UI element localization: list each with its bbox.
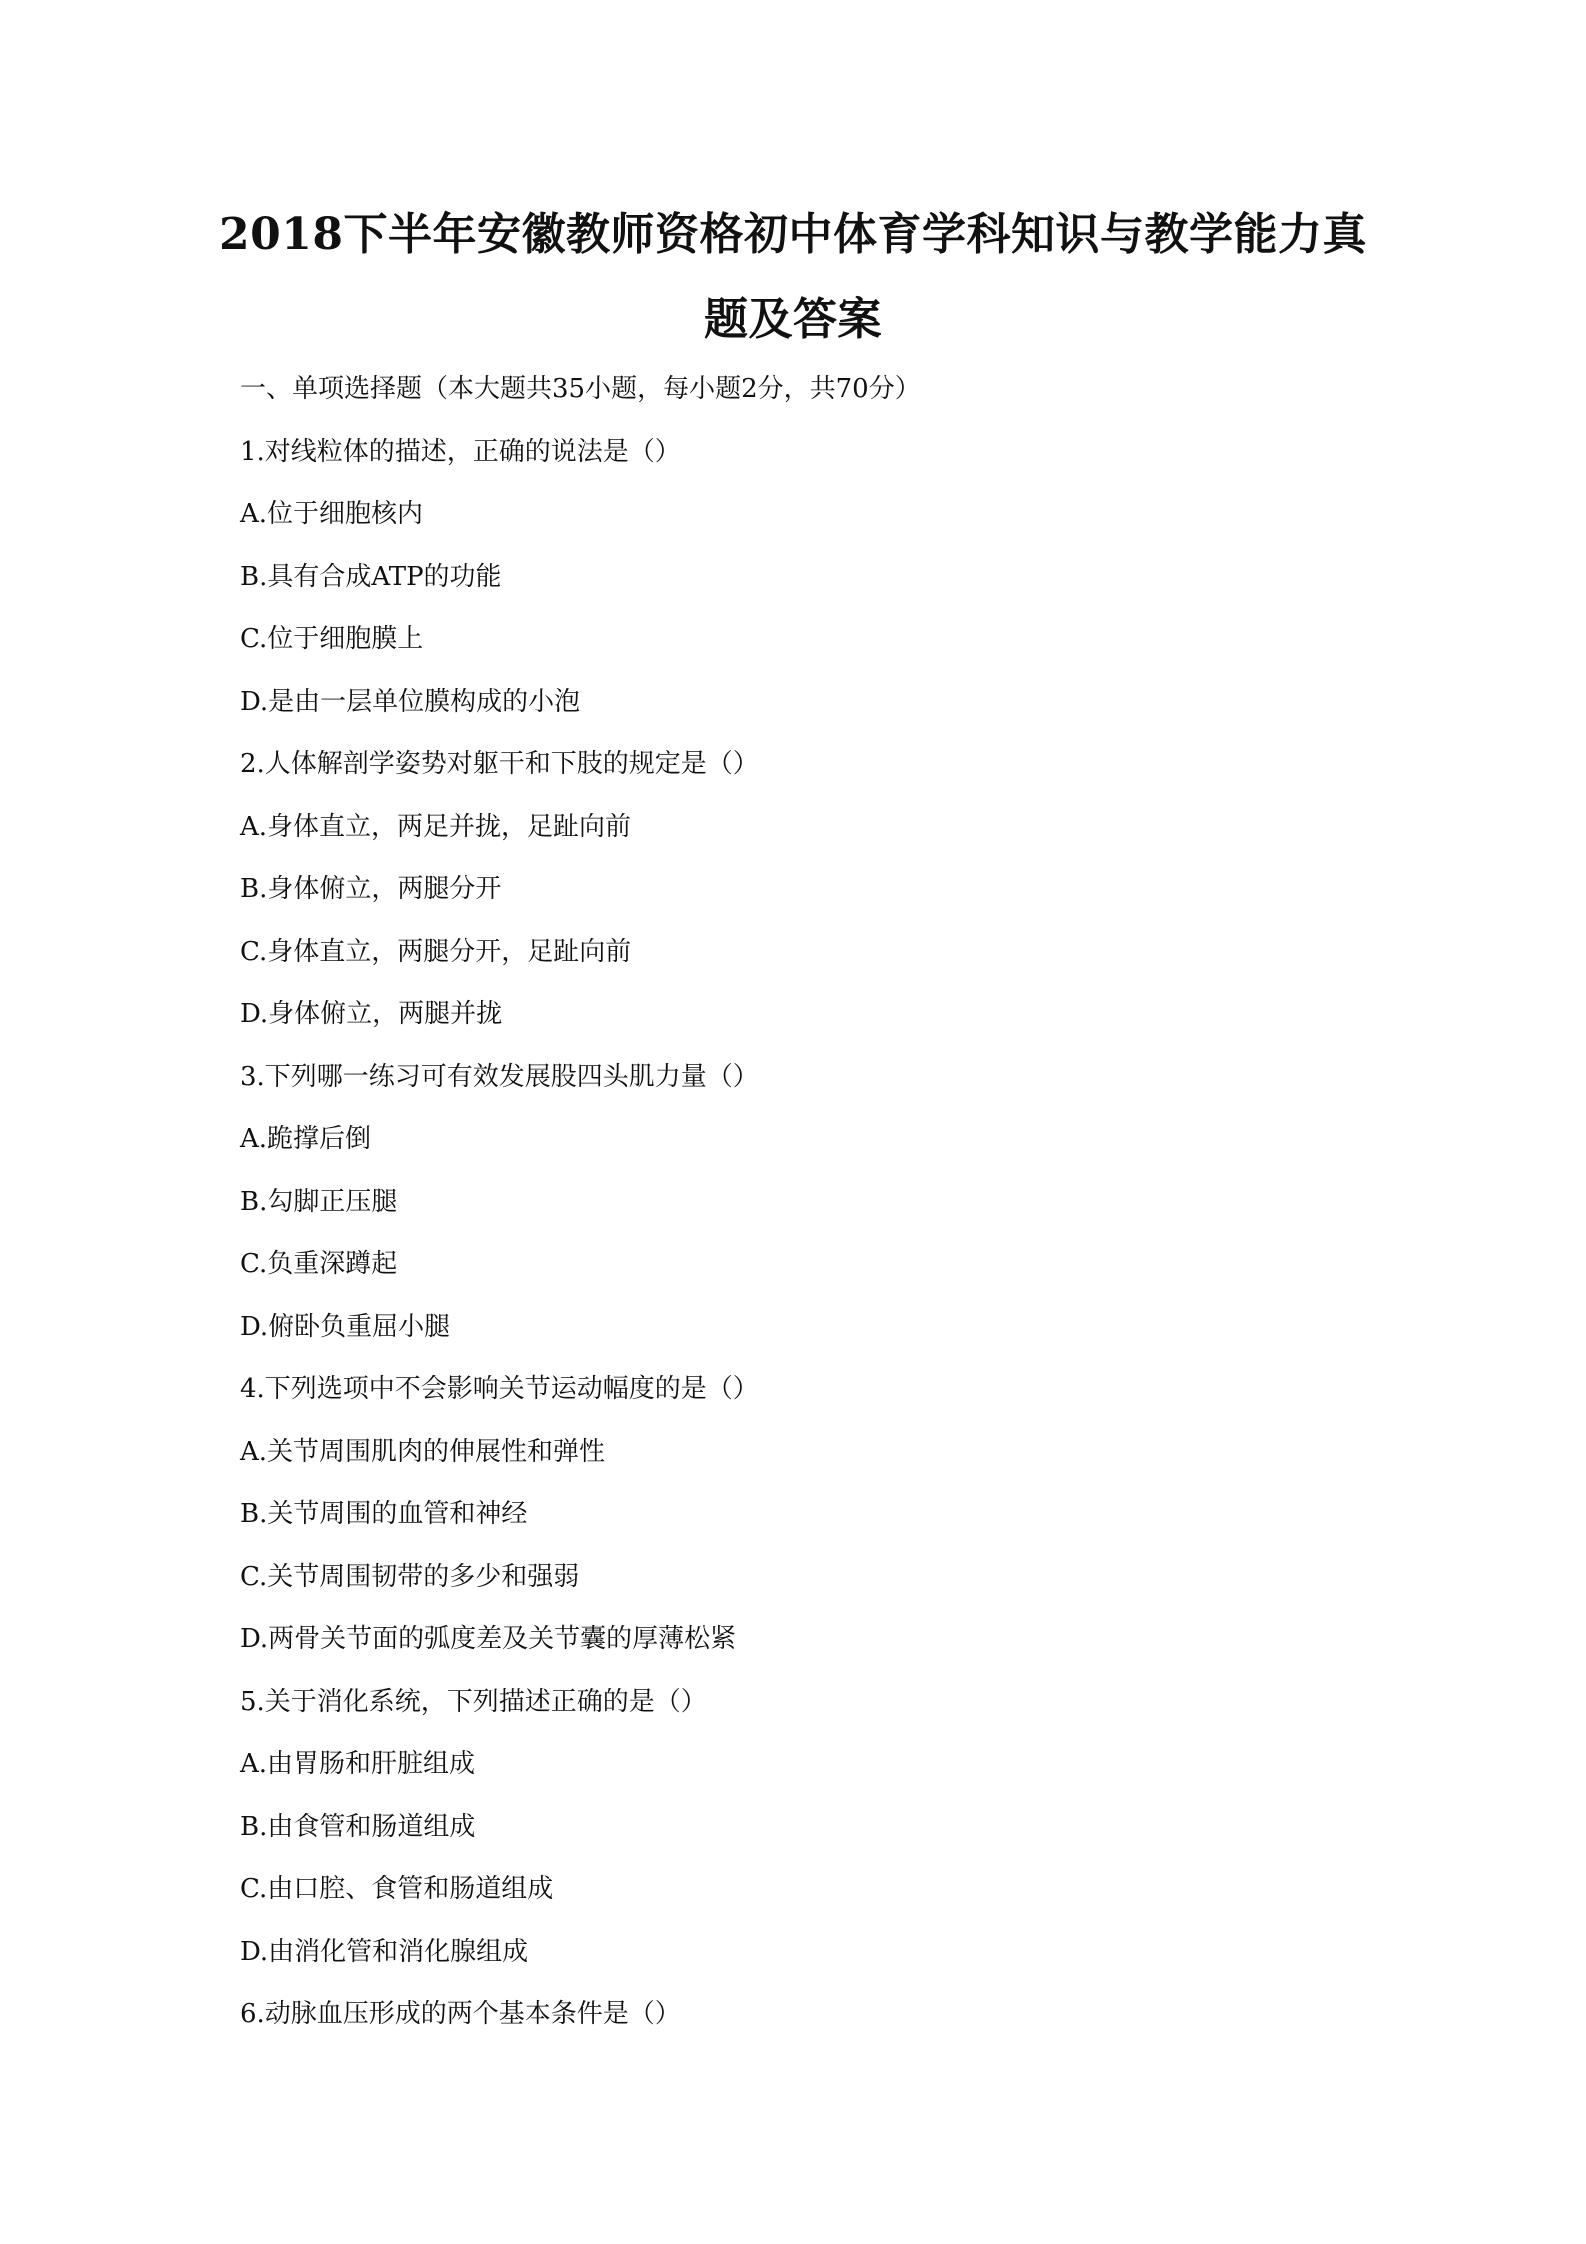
option-c: C.位于细胞膜上 xyxy=(240,624,424,654)
option-c: C.关节周围韧带的多少和强弱 xyxy=(240,1561,580,1592)
option-c: C.负重深蹲起 xyxy=(240,1249,398,1279)
option-a: A.身体直立，两足并拢，足趾向前 xyxy=(240,811,632,842)
option-d: D.两骨关节面的弧度差及关节囊的厚薄松紧 xyxy=(240,1624,737,1654)
option-a: A.位于细胞核内 xyxy=(240,499,424,529)
option-c: C.由口腔、食管和肠道组成 xyxy=(240,1874,554,1904)
option-b: B.具有合成ATP的功能 xyxy=(240,561,502,592)
option-b: B.身体俯立，两腿分开 xyxy=(240,874,502,904)
question-stem: 5.关于消化系统，下列描述正确的是（） xyxy=(240,1686,707,1717)
option-d: D.是由一层单位膜构成的小泡 xyxy=(240,686,581,717)
question-stem: 3.下列哪一练习可有效发展股四头肌力量（） xyxy=(240,1061,759,1092)
option-d: D.俯卧负重屈小腿 xyxy=(240,1311,451,1342)
document-title-line-2: 题及答案 xyxy=(704,294,882,345)
option-a: A.关节周围肌肉的伸展性和弹性 xyxy=(240,1436,606,1467)
option-b: B.由食管和肠道组成 xyxy=(240,1811,476,1842)
section-heading: 一、单项选择题（本大题共35小题，每小题2分，共70分） xyxy=(240,374,921,404)
option-a: A.跪撑后倒 xyxy=(240,1124,372,1154)
question-stem: 6.动脉血压形成的两个基本条件是（） xyxy=(240,1999,681,2029)
question-stem: 1.对线粒体的描述，正确的说法是（） xyxy=(240,436,681,467)
question-stem: 4.下列选项中不会影响关节运动幅度的是（） xyxy=(240,1374,759,1404)
option-c: C.身体直立，两腿分开，足趾向前 xyxy=(240,936,632,967)
option-d: D.身体俯立，两腿并拢 xyxy=(240,999,503,1029)
option-b: B.勾脚正压腿 xyxy=(240,1186,398,1217)
question-list xyxy=(240,374,1440,2062)
option-d: D.由消化管和消化腺组成 xyxy=(240,1936,529,1967)
option-a: A.由胃肠和肝脏组成 xyxy=(240,1749,476,1779)
document-title-line-1: 2018下半年安徽教师资格初中体育学科知识与教学能力真 xyxy=(219,209,1367,260)
option-b: B.关节周围的血管和神经 xyxy=(240,1499,528,1529)
question-stem: 2.人体解剖学姿势对躯干和下肢的规定是（） xyxy=(240,749,759,779)
